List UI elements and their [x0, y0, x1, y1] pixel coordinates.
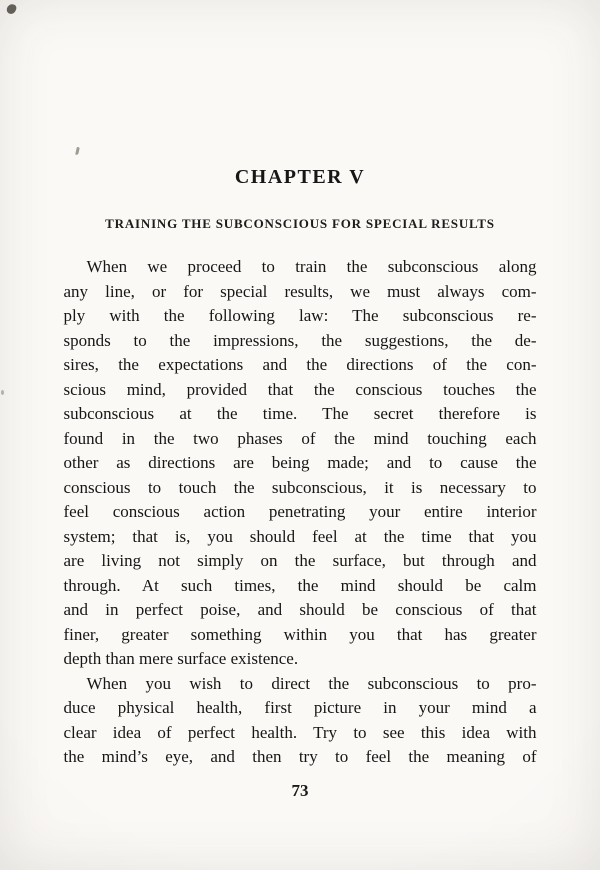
text-line: sires, the expectations and the directions of the con-: [63, 355, 537, 374]
text-line: depth than mere surface existence.: [63, 649, 299, 668]
text-line: feel conscious action penetrating your entire interior: [63, 502, 537, 521]
text-line: clear idea of perfect health. Try to see this idea with: [63, 722, 537, 742]
text-line: the mind’s eye, and then try to feel the meaning of: [63, 747, 537, 766]
text-line: When you wish to direct the subconscious to pro-: [86, 673, 537, 693]
text-line: any line, or for special results, we must always com-: [63, 281, 537, 301]
text-line: finer, greater something within you that has greater: [63, 624, 537, 644]
text-line: found in the two phases of the mind touching each: [63, 428, 537, 448]
text-line: are living not simply on the surface, but through and: [63, 551, 537, 570]
text-line: system; that is, you should feel at the time that you: [63, 526, 537, 546]
chapter-subtitle: TRAINING THE SUBCONSCIOUS FOR SPECIAL RESULTS: [105, 216, 495, 231]
text-line: and in perfect poise, and should be conscious of that: [63, 600, 537, 619]
text-line: through. At such times, the mind should be calm: [63, 575, 537, 595]
text-line: conscious to touch the subconscious, it is necessary to: [63, 477, 537, 497]
text-line: When we proceed to train the subconscious along: [86, 257, 537, 276]
paragraph-2: [64, 672, 537, 770]
scan-artifact: [1, 390, 4, 395]
text-line: other as directions are being made; and to cause the: [63, 453, 537, 472]
paragraph-1: [64, 255, 537, 672]
text-line: scious mind, provided that the conscious touches the: [63, 379, 537, 399]
text-line: ply with the following law: The subconscious re-: [63, 306, 537, 325]
chapter-heading: CHAPTER V: [234, 166, 366, 188]
body-text: [64, 255, 537, 770]
text-line: sponds to the impressions, the suggestions, the de-: [63, 330, 537, 350]
page-number: 73: [291, 780, 309, 800]
text-line: duce physical health, first picture in your mind a: [63, 698, 537, 717]
text-line: subconscious at the time. The secret therefore is: [63, 404, 537, 423]
